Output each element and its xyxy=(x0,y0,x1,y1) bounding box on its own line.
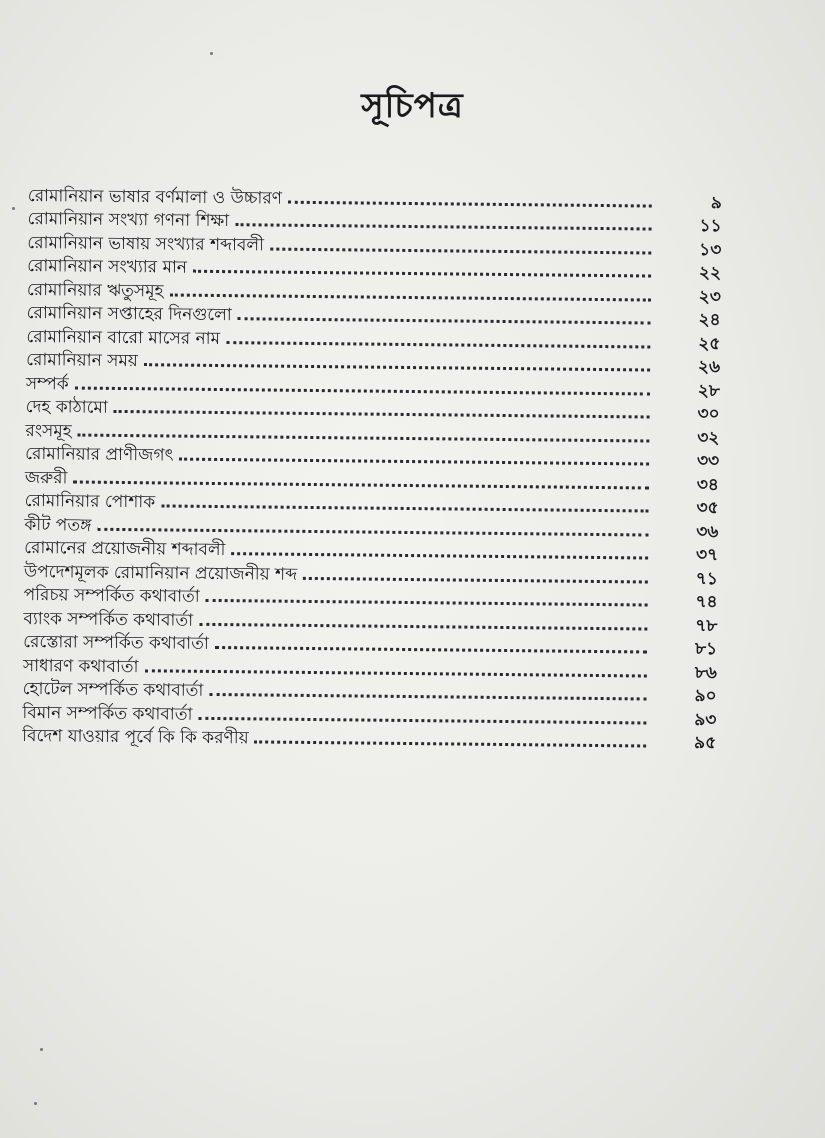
toc-entry-title: বিমান সম্পর্কিত কথাবার্তা xyxy=(22,702,193,725)
toc-entry-title: রংসমূহ xyxy=(25,420,72,441)
toc-entry-page-number: ২৮ xyxy=(697,380,720,401)
toc-entry-title: রোমানিয়ান ভাষায় সংখ্যার শব্দাবলী xyxy=(27,232,265,255)
table-of-contents xyxy=(22,182,728,753)
toc-entry-title: জরুরী xyxy=(24,467,68,488)
dot-leader xyxy=(235,223,651,230)
dot-leader xyxy=(215,646,647,654)
dot-leader xyxy=(144,669,646,677)
dot-leader xyxy=(75,386,650,395)
toc-entry-title: বিদেশ যাওয়ার পূর্বে কি কি করণীয় xyxy=(22,725,249,749)
dot-leader xyxy=(78,433,650,442)
dot-leader xyxy=(198,716,646,724)
toc-entry-title: সম্পর্ক xyxy=(25,373,69,394)
dot-leader xyxy=(231,552,648,559)
toc-entry-title: পরিচয় সম্পর্কিত কথাবার্তা xyxy=(23,584,200,607)
paper-speck xyxy=(40,1048,43,1051)
toc-entry-title: রেস্তোরা সম্পর্কিত কথাবার্তা xyxy=(23,631,209,654)
toc-entry-title: কীট পতঙ্গ xyxy=(24,514,92,536)
toc-entry-page-number: ২৫ xyxy=(698,333,721,354)
paper-speck xyxy=(210,52,213,55)
toc-entry-title: রোমানিয়ার ঋতুসমূহ xyxy=(26,279,164,301)
dot-leader xyxy=(199,622,647,630)
dot-leader xyxy=(226,341,650,348)
dot-leader xyxy=(180,458,650,466)
toc-entry-page-number: ৩৭ xyxy=(695,545,719,566)
page-title: সূচিপত্র xyxy=(361,86,464,126)
dot-leader xyxy=(144,363,650,371)
dot-leader xyxy=(161,504,648,512)
dot-leader xyxy=(97,527,648,536)
toc-entry-page-number: ২৪ xyxy=(698,310,721,331)
dot-leader xyxy=(209,693,646,701)
toc-entry-title: রোমানিয়ান সংখ্যা গণনা শিক্ষা xyxy=(27,208,230,232)
toc-entry-page-number: ২৬ xyxy=(697,357,721,378)
toc-entry-page-number: ২২ xyxy=(698,263,722,284)
dot-leader xyxy=(206,599,648,607)
toc-entry-title: রোমানের প্রয়োজনীয় শব্দাবলী xyxy=(24,537,226,561)
toc-entry-title: রোমানিয়ান ভাষার বর্ণমালা ও উচ্চারণ xyxy=(27,185,283,209)
toc-entry-page-number: ৮১ xyxy=(694,639,718,660)
toc-entry-title: রোমানিয়ার প্রাণীজগৎ xyxy=(25,443,174,466)
toc-entry-page-number: ৩৪ xyxy=(696,474,719,495)
toc-entry-title: রোমানিয়ান সংখ্যার মান xyxy=(27,255,188,278)
toc-entry-page-number: ৭৮ xyxy=(695,615,718,636)
toc-entry-page-number: ১১ xyxy=(699,216,722,237)
toc-entry-page-number: ৩৫ xyxy=(696,498,719,519)
toc-entry-page-number: ৯০ xyxy=(694,686,717,707)
toc-entry-page-number: ৮৬ xyxy=(694,662,718,683)
margin-mark xyxy=(12,207,15,210)
toc-entry-page-number: ৩৬ xyxy=(696,521,719,542)
toc-entry-page-number: ৯৩ xyxy=(694,709,717,730)
toc-entry-title: উপদেশমূলক রোমানিয়ান প্রয়োজনীয় শব্দ xyxy=(23,561,298,585)
toc-entry-page-number: ২৩ xyxy=(698,286,721,307)
dot-leader xyxy=(255,740,647,747)
toc-entry-page-number: ৭৪ xyxy=(695,592,718,613)
toc-entry-page-number: ৯৫ xyxy=(693,733,717,754)
toc-entry-page-number: ৭১ xyxy=(695,568,718,589)
toc-entry-title: রোমানিয়ান সপ্তাহের দিনগুলো xyxy=(26,302,232,326)
dot-leader xyxy=(288,200,652,207)
toc-entry-title: সাধারণ কথাবার্তা xyxy=(22,655,139,677)
paper-speck xyxy=(34,1102,37,1105)
toc-entry-page-number: ৩০ xyxy=(697,404,720,425)
dot-leader xyxy=(303,576,648,583)
dot-leader xyxy=(270,247,651,254)
toc-entry-title: রোমানিয়ান বারো মাসের নাম xyxy=(26,326,221,349)
dot-leader xyxy=(114,410,650,419)
toc-entry-page-number: ৯ xyxy=(710,192,722,213)
toc-entry-title: ব্যাংক সম্পর্কিত কথাবার্তা xyxy=(23,608,194,631)
toc-entry-title: দেহ কাঠামো xyxy=(25,396,108,418)
toc-entry-page-number: ১৩ xyxy=(699,239,722,260)
dot-leader xyxy=(73,480,649,489)
toc-entry-page-number: ৩২ xyxy=(697,427,720,448)
dot-leader xyxy=(238,317,651,324)
dot-leader xyxy=(193,270,651,278)
dot-leader xyxy=(170,293,651,301)
toc-entry-title: রোমানিয়ার পোশাক xyxy=(24,490,156,513)
toc-entry-title: রোমানিয়ান সময় xyxy=(26,349,138,372)
toc-entry-title: হোটেল সম্পর্কিত কথাবার্তা xyxy=(22,678,204,701)
toc-entry-page-number: ৩৩ xyxy=(696,451,720,472)
